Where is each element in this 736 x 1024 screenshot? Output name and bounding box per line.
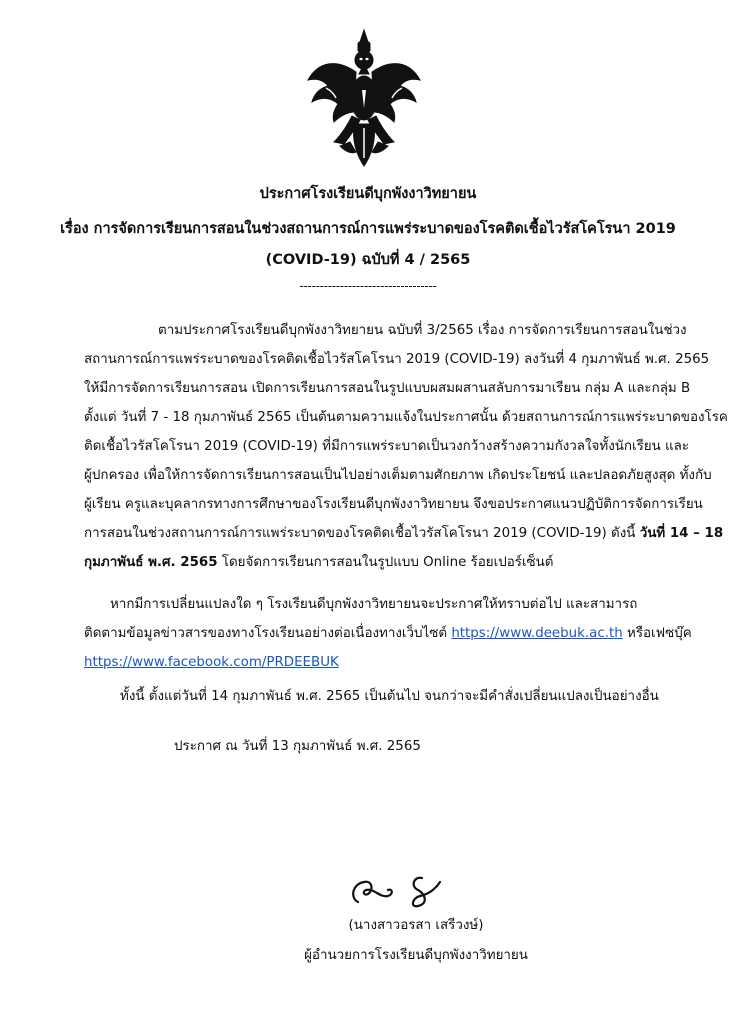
subject-line: เรื่อง การจัดการเรียนการสอนในช่วงสถานการณ์การแพร่ระบาดของโรคติดเชื้อไวรัสโคโรนา 2019 bbox=[60, 221, 676, 237]
body-line-text: การสอนในช่วงสถานการณ์การแพร่ระบาดของโรคติดเชื้อไวรัสโคโรนา 2019 (COVID-19) ดังนี้ bbox=[84, 526, 640, 541]
signer-name: (นางสาวอรสา เสรีวงษ์) bbox=[348, 918, 484, 933]
change-line bbox=[84, 648, 678, 677]
title-divider: ---------------------------------- bbox=[299, 279, 437, 293]
change-paragraph bbox=[84, 590, 692, 677]
body-line: ผู้ปกครอง เพื่อให้การจัดการเรียนการสอนเป็นไปอย่างเต็มตามศักยภาพ เกิดประโยชน์ และปลอดภัยสูงสุด ทั้งกับ bbox=[84, 468, 712, 483]
main-paragraph bbox=[84, 316, 728, 577]
change-line bbox=[84, 619, 692, 648]
subject-line-2: (COVID-19) ฉบับที่ 4 / 2565 bbox=[265, 252, 471, 268]
change-line-text: ติดตามข้อมูลข่าวสารของทางโรงเรียนอย่างต่อเนื่องทางเว็บไซต์ bbox=[84, 626, 452, 641]
body-line bbox=[84, 548, 678, 577]
signer-position: ผู้อำนวยการโรงเรียนดีบุกพังงาวิทยายน bbox=[304, 948, 528, 963]
bold-dates: วันที่ 14 – 18 bbox=[639, 526, 724, 541]
signature-icon bbox=[344, 868, 460, 920]
garuda-emblem-icon bbox=[306, 28, 422, 168]
body-line: ให้มีการจัดการเรียนการสอน เปิดการเรียนการสอนในรูปแบบผสมผสานสลับการมาเรียน กลุ่ม A และกลุ่ม B bbox=[84, 381, 691, 396]
body-line: ผู้เรียน ครูและบุคลากรทางการศึกษาของโรงเรียนดีบุกพังงาวิทยายน จึงขอประกาศแนวปฏิบัติการจัดการเรียน bbox=[84, 497, 703, 512]
facebook-link[interactable]: https://www.facebook.com/PRDEEBUK bbox=[84, 655, 339, 670]
effective-paragraph bbox=[122, 682, 678, 711]
body-line bbox=[84, 519, 724, 548]
facebook-prefix: หรือเฟซบุ๊ค bbox=[622, 626, 692, 641]
dated-paragraph bbox=[122, 732, 678, 761]
body-line: ตั้งแต่ วันที่ 7 - 18 กุมภาพันธ์ 2565 เป็นต้นตามความแจ้งในประกาศนั้น ด้วยสถานการณ์การแพร่ระบาดของโรค bbox=[84, 410, 728, 425]
website-link[interactable]: https://www.deebuk.ac.th bbox=[451, 626, 623, 641]
body-line: สถานการณ์การแพร่ระบาดของโรคติดเชื้อไวรัสโคโรนา 2019 (COVID-19) ลงวันที่ 4 กุมภาพันธ์ พ.ศ. 2565 bbox=[84, 352, 710, 367]
announcement-title: ประกาศโรงเรียนดีบุกพังงาวิทยายน bbox=[259, 186, 477, 202]
body-line: ตามประกาศโรงเรียนดีบุกพังงาวิทยายน ฉบับที่ 3/2565 เรื่อง การจัดการเรียนการสอนในช่วง bbox=[158, 323, 687, 338]
change-line: หากมีการเปลี่ยนแปลงใด ๆ โรงเรียนดีบุกพังงาวิทยายนจะประกาศให้ทราบต่อไป และสามารถ bbox=[110, 597, 638, 612]
bold-month: กุมภาพันธ์ พ.ศ. 2565 bbox=[84, 555, 218, 570]
body-line: ติดเชื้อไวรัสโคโรนา 2019 (COVID-19) ที่มีการแพร่ระบาดเป็นวงกว้างสร้างความกังวลใจทั้งนักเรียน และ bbox=[84, 439, 690, 454]
online-text: โดยจัดการเรียนการสอนในรูปแบบ Online ร้อยเปอร์เซ็นต์ bbox=[217, 555, 554, 570]
dated-line: ประกาศ ณ วันที่ 13 กุมภาพันธ์ พ.ศ. 2565 bbox=[174, 739, 421, 754]
effective-line: ทั้งนี้ ตั้งแต่วันที่ 14 กุมภาพันธ์ พ.ศ. 2565 เป็นต้นไป จนกว่าจะมีคำสั่งเปลี่ยนแปลงเป็นอย่างอื่น bbox=[120, 689, 659, 704]
